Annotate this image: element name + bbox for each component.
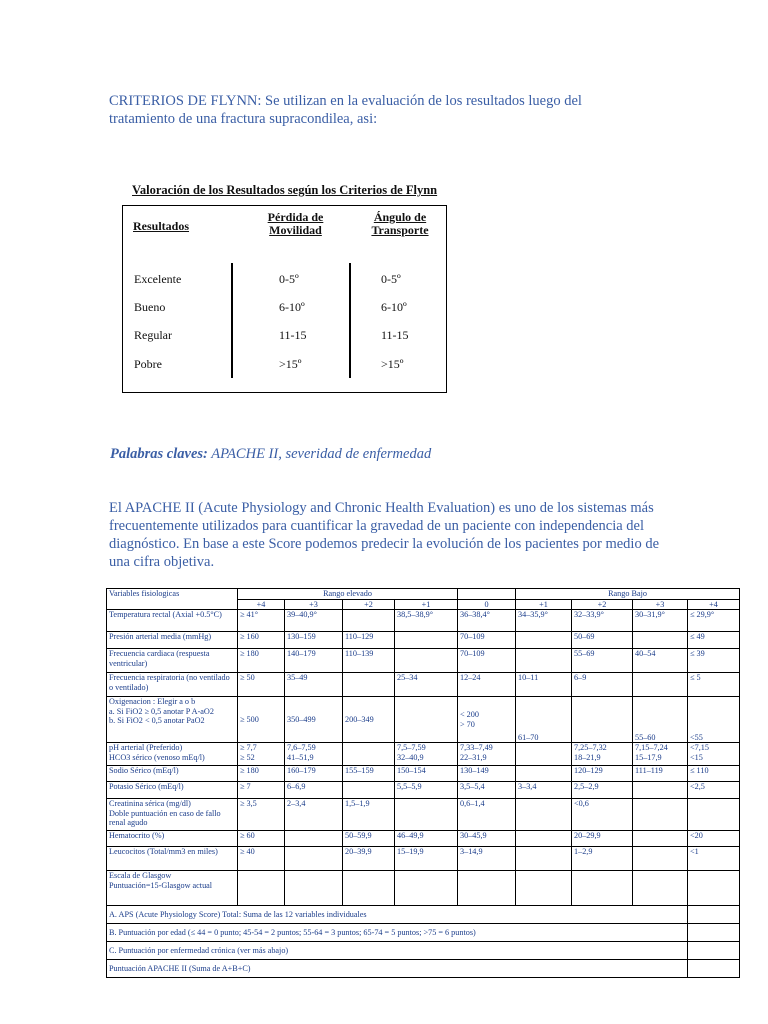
apache-value-cell <box>516 766 572 782</box>
apache-value-cell <box>516 743 572 766</box>
apache-value-cell <box>516 649 572 673</box>
flynn-header-angulo: Ángulo de Transporte <box>371 210 429 237</box>
flynn-row-bueno-label: Bueno <box>134 300 166 314</box>
apache-summary-label: B. Puntuación por edad (≤ 44 = 0 punto; 45-54 = 2 puntos; 55-64 = 3 puntos; 65-74 = 5 puntos; >75 = 6 puntos) <box>107 924 688 942</box>
apache-value-cell: 20–39,9 <box>343 847 395 871</box>
apache-value-cell: ≤ 49 <box>688 632 740 649</box>
flynn-criteria-figure <box>122 180 447 392</box>
apache-value-cell <box>633 799 688 831</box>
apache-summary-row <box>107 906 740 924</box>
apache-variable-label: Oxigenacion : Elegir a o b a. Si FiO2 ≥ 0,5 anotar P A-aO2 b. Si FiO2 < 0,5 anotar PaO2 <box>107 697 238 743</box>
apache-value-cell: 6–6,9 <box>285 782 343 799</box>
apache-value-cell: 200–349 <box>343 697 395 743</box>
apache-value-cell <box>633 673 688 697</box>
apache-variable-row <box>107 673 740 697</box>
apache-value-cell: <20 <box>688 831 740 847</box>
apache-variable-row <box>107 782 740 799</box>
apache-value-cell: ≥ 7,7 ≥ 52 <box>238 743 285 766</box>
flynn-divider-left <box>231 263 233 378</box>
apache-value-cell: 70–109 <box>458 632 516 649</box>
apache-value-cell: 20–29,9 <box>572 831 633 847</box>
apache-value-cell: 0,6–1,4 <box>458 799 516 831</box>
apache-value-cell <box>395 871 458 906</box>
apache-value-cell: 40–54 <box>633 649 688 673</box>
apache-value-cell: 7,33–7,49 22–31,9 <box>458 743 516 766</box>
apache-value-cell: 7,6–7,59 41–51,9 <box>285 743 343 766</box>
apache-score-cell: +2 <box>343 599 395 610</box>
apache-variable-row <box>107 697 740 743</box>
apache-variable-label: Frecuencia respiratoria (no ventilado o ventilado) <box>107 673 238 697</box>
apache-value-cell: < 200 > 70 <box>458 697 516 743</box>
apache-value-cell: 32–33,9° <box>572 610 633 632</box>
flynn-row-regular-movilidad: 11-15 <box>279 328 307 342</box>
apache-value-cell <box>516 632 572 649</box>
apache-value-cell: ≤ 29,9° <box>688 610 740 632</box>
apache-header-variables: Variables fisiologicas <box>107 589 238 610</box>
apache-value-cell: ≥ 60 <box>238 831 285 847</box>
apache-value-cell: 150–154 <box>395 766 458 782</box>
flynn-row-bueno-movilidad: 6-10º <box>279 300 305 314</box>
apache-value-cell <box>395 697 458 743</box>
apache-summary-label: Puntuación APACHE II (Suma de A+B+C) <box>107 960 688 978</box>
apache-variable-label: Potasio Sérico (mEq/l) <box>107 782 238 799</box>
apache-value-cell: 1–2,9 <box>572 847 633 871</box>
apache-value-cell <box>343 610 395 632</box>
flynn-row-excelente-movilidad: 0-5º <box>279 272 299 286</box>
apache-value-cell: 110–129 <box>343 632 395 649</box>
apache-value-cell: 3–14,9 <box>458 847 516 871</box>
apache-variable-label: Temperatura rectal (Axial +0.5°C) <box>107 610 238 632</box>
apache-ii-table <box>106 588 740 978</box>
apache-score-cell: +2 <box>572 599 633 610</box>
apache-value-cell: <55 <box>688 697 740 743</box>
apache-variable-label: Presión arterial media (mmHg) <box>107 632 238 649</box>
apache-value-cell: ≥ 160 <box>238 632 285 649</box>
apache-variable-label: Sodio Sérico (mEq/l) <box>107 766 238 782</box>
apache-value-cell <box>285 831 343 847</box>
apache-value-cell <box>343 871 395 906</box>
apache-value-cell: 30–31,9° <box>633 610 688 632</box>
flynn-row-pobre-movilidad: >15º <box>279 357 302 371</box>
apache-value-cell: ≥ 180 <box>238 649 285 673</box>
flynn-row-regular-angulo: 11-15 <box>381 328 409 342</box>
apache-variable-row <box>107 743 740 766</box>
apache-summary-row <box>107 960 740 978</box>
flynn-row-pobre-label: Pobre <box>134 357 162 371</box>
apache-summary-value <box>688 924 740 942</box>
apache-value-cell: 38,5–38,9° <box>395 610 458 632</box>
apache-variable-label: Hematocrito (%) <box>107 831 238 847</box>
apache-summary-label: A. APS (Acute Physiology Score) Total: Suma de las 12 variables individuales <box>107 906 688 924</box>
flynn-divider-right <box>349 263 351 378</box>
apache-value-cell: 12–24 <box>458 673 516 697</box>
apache-value-cell: ≤ 39 <box>688 649 740 673</box>
apache-variable-row <box>107 766 740 782</box>
apache-value-cell <box>516 847 572 871</box>
apache-value-cell <box>516 799 572 831</box>
apache-value-cell: 7,15–7,24 15–17,9 <box>633 743 688 766</box>
apache-variable-row <box>107 847 740 871</box>
apache-value-cell: 130–149 <box>458 766 516 782</box>
flynn-row-excelente-angulo: 0-5º <box>381 272 401 286</box>
apache-value-cell <box>458 871 516 906</box>
apache-value-cell <box>395 649 458 673</box>
apache-value-cell: 2,5–2,9 <box>572 782 633 799</box>
apache-score-cell: +1 <box>395 599 458 610</box>
apache-value-cell <box>395 632 458 649</box>
apache-value-cell <box>343 782 395 799</box>
apache-value-cell <box>688 799 740 831</box>
apache-value-cell: 350–499 <box>285 697 343 743</box>
intro-paragraph: CRITERIOS DE FLYNN: Se utilizan en la evaluación de los resultados luego del tratamiento de una fractura supracondilea, asi: <box>109 93 582 127</box>
apache-value-cell: 5,5–5,9 <box>395 782 458 799</box>
apache-value-cell: 10–11 <box>516 673 572 697</box>
flynn-row-pobre-angulo: >15º <box>381 357 404 371</box>
apache-value-cell <box>688 871 740 906</box>
apache-value-cell <box>572 871 633 906</box>
apache-summary-row <box>107 942 740 960</box>
apache-value-cell: 2–3,4 <box>285 799 343 831</box>
apache-value-cell: ≥ 41° <box>238 610 285 632</box>
apache-value-cell <box>633 782 688 799</box>
flynn-header-resultados: Resultados <box>133 219 190 233</box>
apache-header-rango-elevado: Rango elevado <box>238 589 458 600</box>
apache-summary-row <box>107 924 740 942</box>
apache-value-cell: <0,6 <box>572 799 633 831</box>
apache-value-cell <box>633 847 688 871</box>
apache-value-cell: 25–34 <box>395 673 458 697</box>
apache-value-cell: 34–35,9° <box>516 610 572 632</box>
apache-variable-label: Escala de Glasgow Puntuación=15-Glasgow actual <box>107 871 238 906</box>
keywords-line <box>110 446 431 463</box>
apache-value-cell: ≥ 40 <box>238 847 285 871</box>
apache-value-cell: ≥ 50 <box>238 673 285 697</box>
apache-score-cell: +3 <box>633 599 688 610</box>
apache-value-cell <box>343 743 395 766</box>
apache-value-cell: 1,5–1,9 <box>343 799 395 831</box>
apache-value-cell <box>238 871 285 906</box>
apache-value-cell: 111–119 <box>633 766 688 782</box>
apache-value-cell <box>572 697 633 743</box>
apache-value-cell: ≥ 500 <box>238 697 285 743</box>
apache-value-cell <box>285 847 343 871</box>
flynn-row-excelente-label: Excelente <box>134 272 182 286</box>
apache-value-cell <box>633 871 688 906</box>
apache-value-cell: ≥ 3,5 <box>238 799 285 831</box>
apache-variable-label: Creatinina sérica (mg/dl) Doble puntuación en caso de fallo renal agudo <box>107 799 238 831</box>
apache-variable-label: Leucocitos (Total/mm3 en miles) <box>107 847 238 871</box>
flynn-row-bueno-angulo: 6-10º <box>381 300 407 314</box>
apache-value-cell: <1 <box>688 847 740 871</box>
apache-value-cell: ≥ 180 <box>238 766 285 782</box>
apache-value-cell: 130–159 <box>285 632 343 649</box>
apache-value-cell: 61–70 <box>516 697 572 743</box>
apache-value-cell: <2,5 <box>688 782 740 799</box>
apache-value-cell: 140–179 <box>285 649 343 673</box>
apache-value-cell: 7,25–7,32 18–21,9 <box>572 743 633 766</box>
apache-variable-row <box>107 799 740 831</box>
apache-variable-row <box>107 871 740 906</box>
apache-value-cell <box>516 871 572 906</box>
apache-summary-value <box>688 942 740 960</box>
apache-value-cell: 110–139 <box>343 649 395 673</box>
apache-value-cell: 6–9 <box>572 673 633 697</box>
apache-variable-row <box>107 649 740 673</box>
apache-value-cell: 39–40,9° <box>285 610 343 632</box>
apache-score-cell: +3 <box>285 599 343 610</box>
apache-score-cell: +4 <box>688 599 740 610</box>
apache-score-cell: 0 <box>458 599 516 610</box>
apache-value-cell: ≥ 7 <box>238 782 285 799</box>
apache-value-cell: 55–60 <box>633 697 688 743</box>
apache-value-cell: ≤ 5 <box>688 673 740 697</box>
apache-variable-row <box>107 831 740 847</box>
apache-header-rango-bajo: Rango Bajo <box>516 589 740 600</box>
apache-value-cell: 160–179 <box>285 766 343 782</box>
apache-value-cell: 35–49 <box>285 673 343 697</box>
apache-value-cell: 120–129 <box>572 766 633 782</box>
flynn-title: Valoración de los Resultados según los Criterios de Flynn <box>132 183 438 197</box>
apache-score-cell: +1 <box>516 599 572 610</box>
apache-value-cell: ≤ 110 <box>688 766 740 782</box>
keywords-text: APACHE II, severidad de enfermedad <box>207 446 432 462</box>
apache-variable-label: pH arterial (Preferido) HCO3 sérico (venoso mEq/l) <box>107 743 238 766</box>
apache-value-cell: 50–59,9 <box>343 831 395 847</box>
apache-summary-value <box>688 960 740 978</box>
apache-value-cell: 30–45,9 <box>458 831 516 847</box>
apache-value-cell: 15–19,9 <box>395 847 458 871</box>
apache-variable-row <box>107 632 740 649</box>
apache-summary-value <box>688 906 740 924</box>
apache-value-cell: 46–49,9 <box>395 831 458 847</box>
apache-value-cell <box>633 632 688 649</box>
apache-score-cell: +4 <box>238 599 285 610</box>
apache-value-cell: 7,5–7,59 32–40,9 <box>395 743 458 766</box>
apache-summary-label: C. Puntuación por enfermedad crónica (ver más abajo) <box>107 942 688 960</box>
apache-value-cell: 3,5–5,4 <box>458 782 516 799</box>
apache-value-cell <box>516 831 572 847</box>
flynn-table-box <box>122 205 447 393</box>
apache-value-cell: 55–69 <box>572 649 633 673</box>
apache-intro-paragraph: El APACHE II (Acute Physiology and Chronic Health Evaluation) es uno de los sistemas más frecuentemente utilizados para cuantificar la gravedad de un paciente con independencia del diagnóstico. En base a este Score podemos predecir la evolución de los pacientes por medio de una cifra objetiva. <box>109 500 660 570</box>
apache-variable-row <box>107 610 740 632</box>
apache-value-cell <box>633 831 688 847</box>
apache-value-cell: 70–109 <box>458 649 516 673</box>
apache-value-cell: <7,15 <15 <box>688 743 740 766</box>
apache-value-cell <box>285 871 343 906</box>
apache-value-cell: 50–69 <box>572 632 633 649</box>
apache-variable-label: Frecuencia cardiaca (respuesta ventricular) <box>107 649 238 673</box>
apache-value-cell: 36–38,4° <box>458 610 516 632</box>
flynn-header-perdida: Pérdida de Movilidad <box>267 210 324 237</box>
apache-value-cell: 155–159 <box>343 766 395 782</box>
apache-value-cell <box>343 673 395 697</box>
flynn-row-regular-label: Regular <box>134 328 172 342</box>
apache-value-cell <box>395 799 458 831</box>
apache-value-cell: 3–3,4 <box>516 782 572 799</box>
apache-header-row <box>107 589 740 600</box>
apache-header-spacer <box>458 589 516 600</box>
keywords-label: Palabras claves: <box>110 446 208 462</box>
